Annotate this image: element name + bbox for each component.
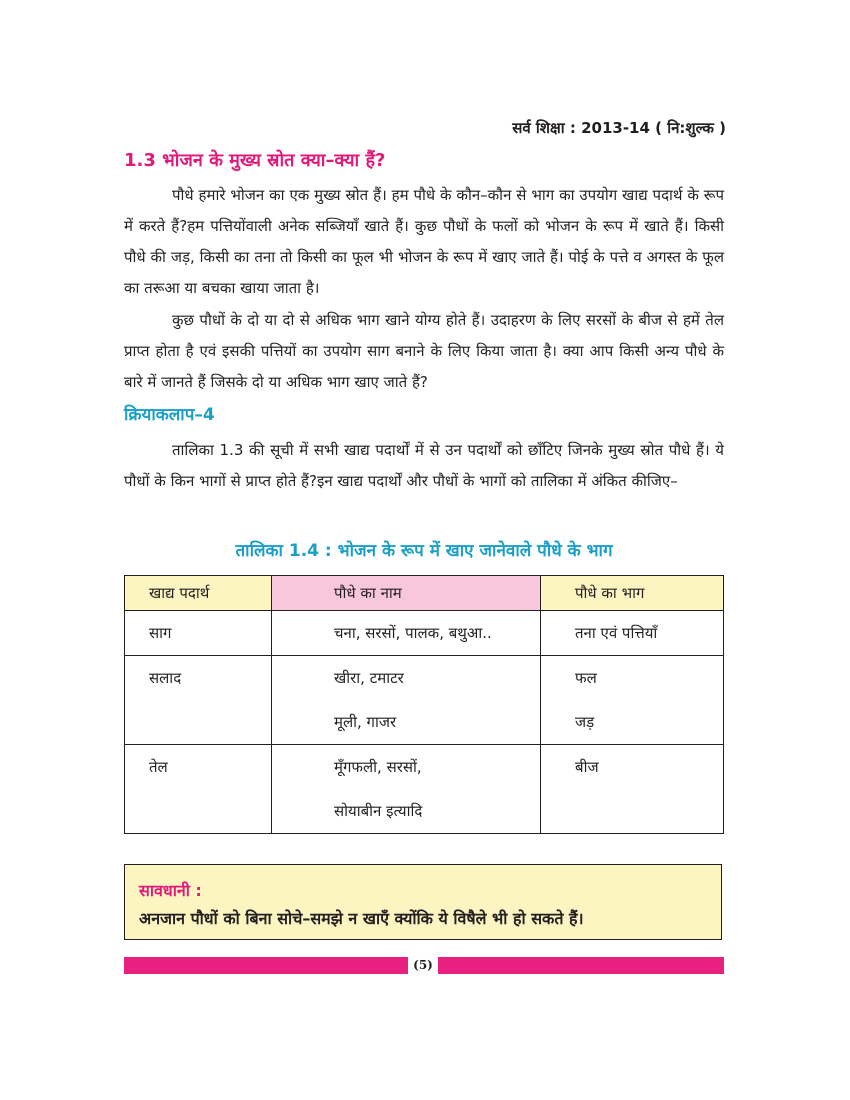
plants-cell: [272, 611, 541, 656]
plant-parts-table: [124, 575, 724, 834]
section-title: 1.3 भोजन के मुख्य स्रोत क्या–क्या हैं?: [124, 150, 386, 171]
footer-bar-left: [124, 957, 408, 974]
parts-cell: [541, 745, 724, 834]
table-row: [125, 656, 724, 745]
caution-box: [124, 864, 722, 940]
plants-cell: [272, 745, 541, 834]
header-series-label: सर्व शिक्षा : 2013-14 ( नि:शुल्क ): [512, 119, 726, 137]
cell-line: साग: [149, 624, 172, 642]
parts-cell: [541, 611, 724, 656]
food-cell: [125, 745, 272, 834]
caution-title: सावधानी :: [139, 881, 202, 900]
paragraph-edible-parts: [124, 305, 724, 398]
paragraph-text: तालिका 1.3 की सूची में सभी खाद्य पदार्थों में से उन पदार्थों को छाँटिए जिनके मुख्य स्रोत पौधे हैं। ये पौधों के किन भागों से प्राप्त होते हैं?इन खाद्य पदार्थों और पौधों के भागों को तालिका में अंकित कीजिए–: [124, 441, 724, 490]
cell-line: मूली, गाजर: [334, 713, 397, 731]
food-cell: [125, 656, 272, 745]
plants-cell: [272, 656, 541, 745]
page-number: (5): [413, 958, 433, 972]
table-row: [125, 745, 724, 834]
cell-line: सलाद: [149, 669, 182, 687]
cell-line: तना एवं पत्तियाँ: [575, 624, 658, 642]
paragraph-text: पौधे हमारे भोजन का एक मुख्य स्रोत हैं। हम पौधे के कौन–कौन से भाग का उपयोग खाद्य पदार्थ के रूप में करते हैं?हम पत्तियोंवाली अनेक सब्जियाँ खाते हैं। कुछ पौधों के फलों को भोजन के रूप में खाते हैं। किसी पौधे की जड़, किसी का तना तो किसी का फूल भी भोजन के रूप में खाए जाते हैं। पोई के पत्ते व अगस्त के फूल का तरूआ या बचका खाया जाता है।: [124, 186, 724, 297]
paragraph-activity-instructions: [124, 435, 724, 497]
caution-text: अनजान पौधों को बिना सोचे–समझे न खाएँ क्योंकि ये विषैले भी हो सकते हैं।: [139, 909, 584, 928]
cell-line: सोयाबीन इत्यादि: [334, 802, 423, 820]
paragraph-food-sources: [124, 180, 724, 304]
table-header-row: [125, 576, 724, 611]
parts-cell: [541, 656, 724, 745]
table-row: [125, 611, 724, 656]
table-title: तालिका 1.4 : भोजन के रूप में खाए जानेवाले पौधे के भाग: [235, 541, 613, 561]
paragraph-text: कुछ पौधों के दो या दो से अधिक भाग खाने योग्य होते हैं। उदाहरण के लिए सरसों के बीज से हमें तेल प्राप्त होता है एवं इसकी पत्तियों का उपयोग साग बनाने के लिए किया जाता है। क्या आप किसी अन्य पौधे के बारे में जानते हैं जिसके दो या अधिक भाग खाए जाते हैं?: [124, 311, 724, 391]
cell-line: तेल: [149, 758, 168, 776]
cell-line: चना, सरसों, पालक, बथुआ..: [334, 624, 492, 642]
cell-line: फल: [575, 669, 597, 687]
cell-line: मूँगफली, सरसों,: [334, 758, 422, 776]
cell-line: जड़: [575, 713, 595, 731]
cell-line: बीज: [575, 758, 599, 776]
footer-bar-right: [438, 957, 724, 974]
header-plant-part: पौधे का भाग: [541, 576, 724, 611]
cell-line: खीरा, टमाटर: [334, 669, 404, 687]
header-plant-name: पौधे का नाम: [272, 576, 541, 611]
activity-title: क्रियाकलाप–4: [124, 405, 215, 425]
food-cell: [125, 611, 272, 656]
header-food-item: खाद्य पदार्थ: [125, 576, 272, 611]
